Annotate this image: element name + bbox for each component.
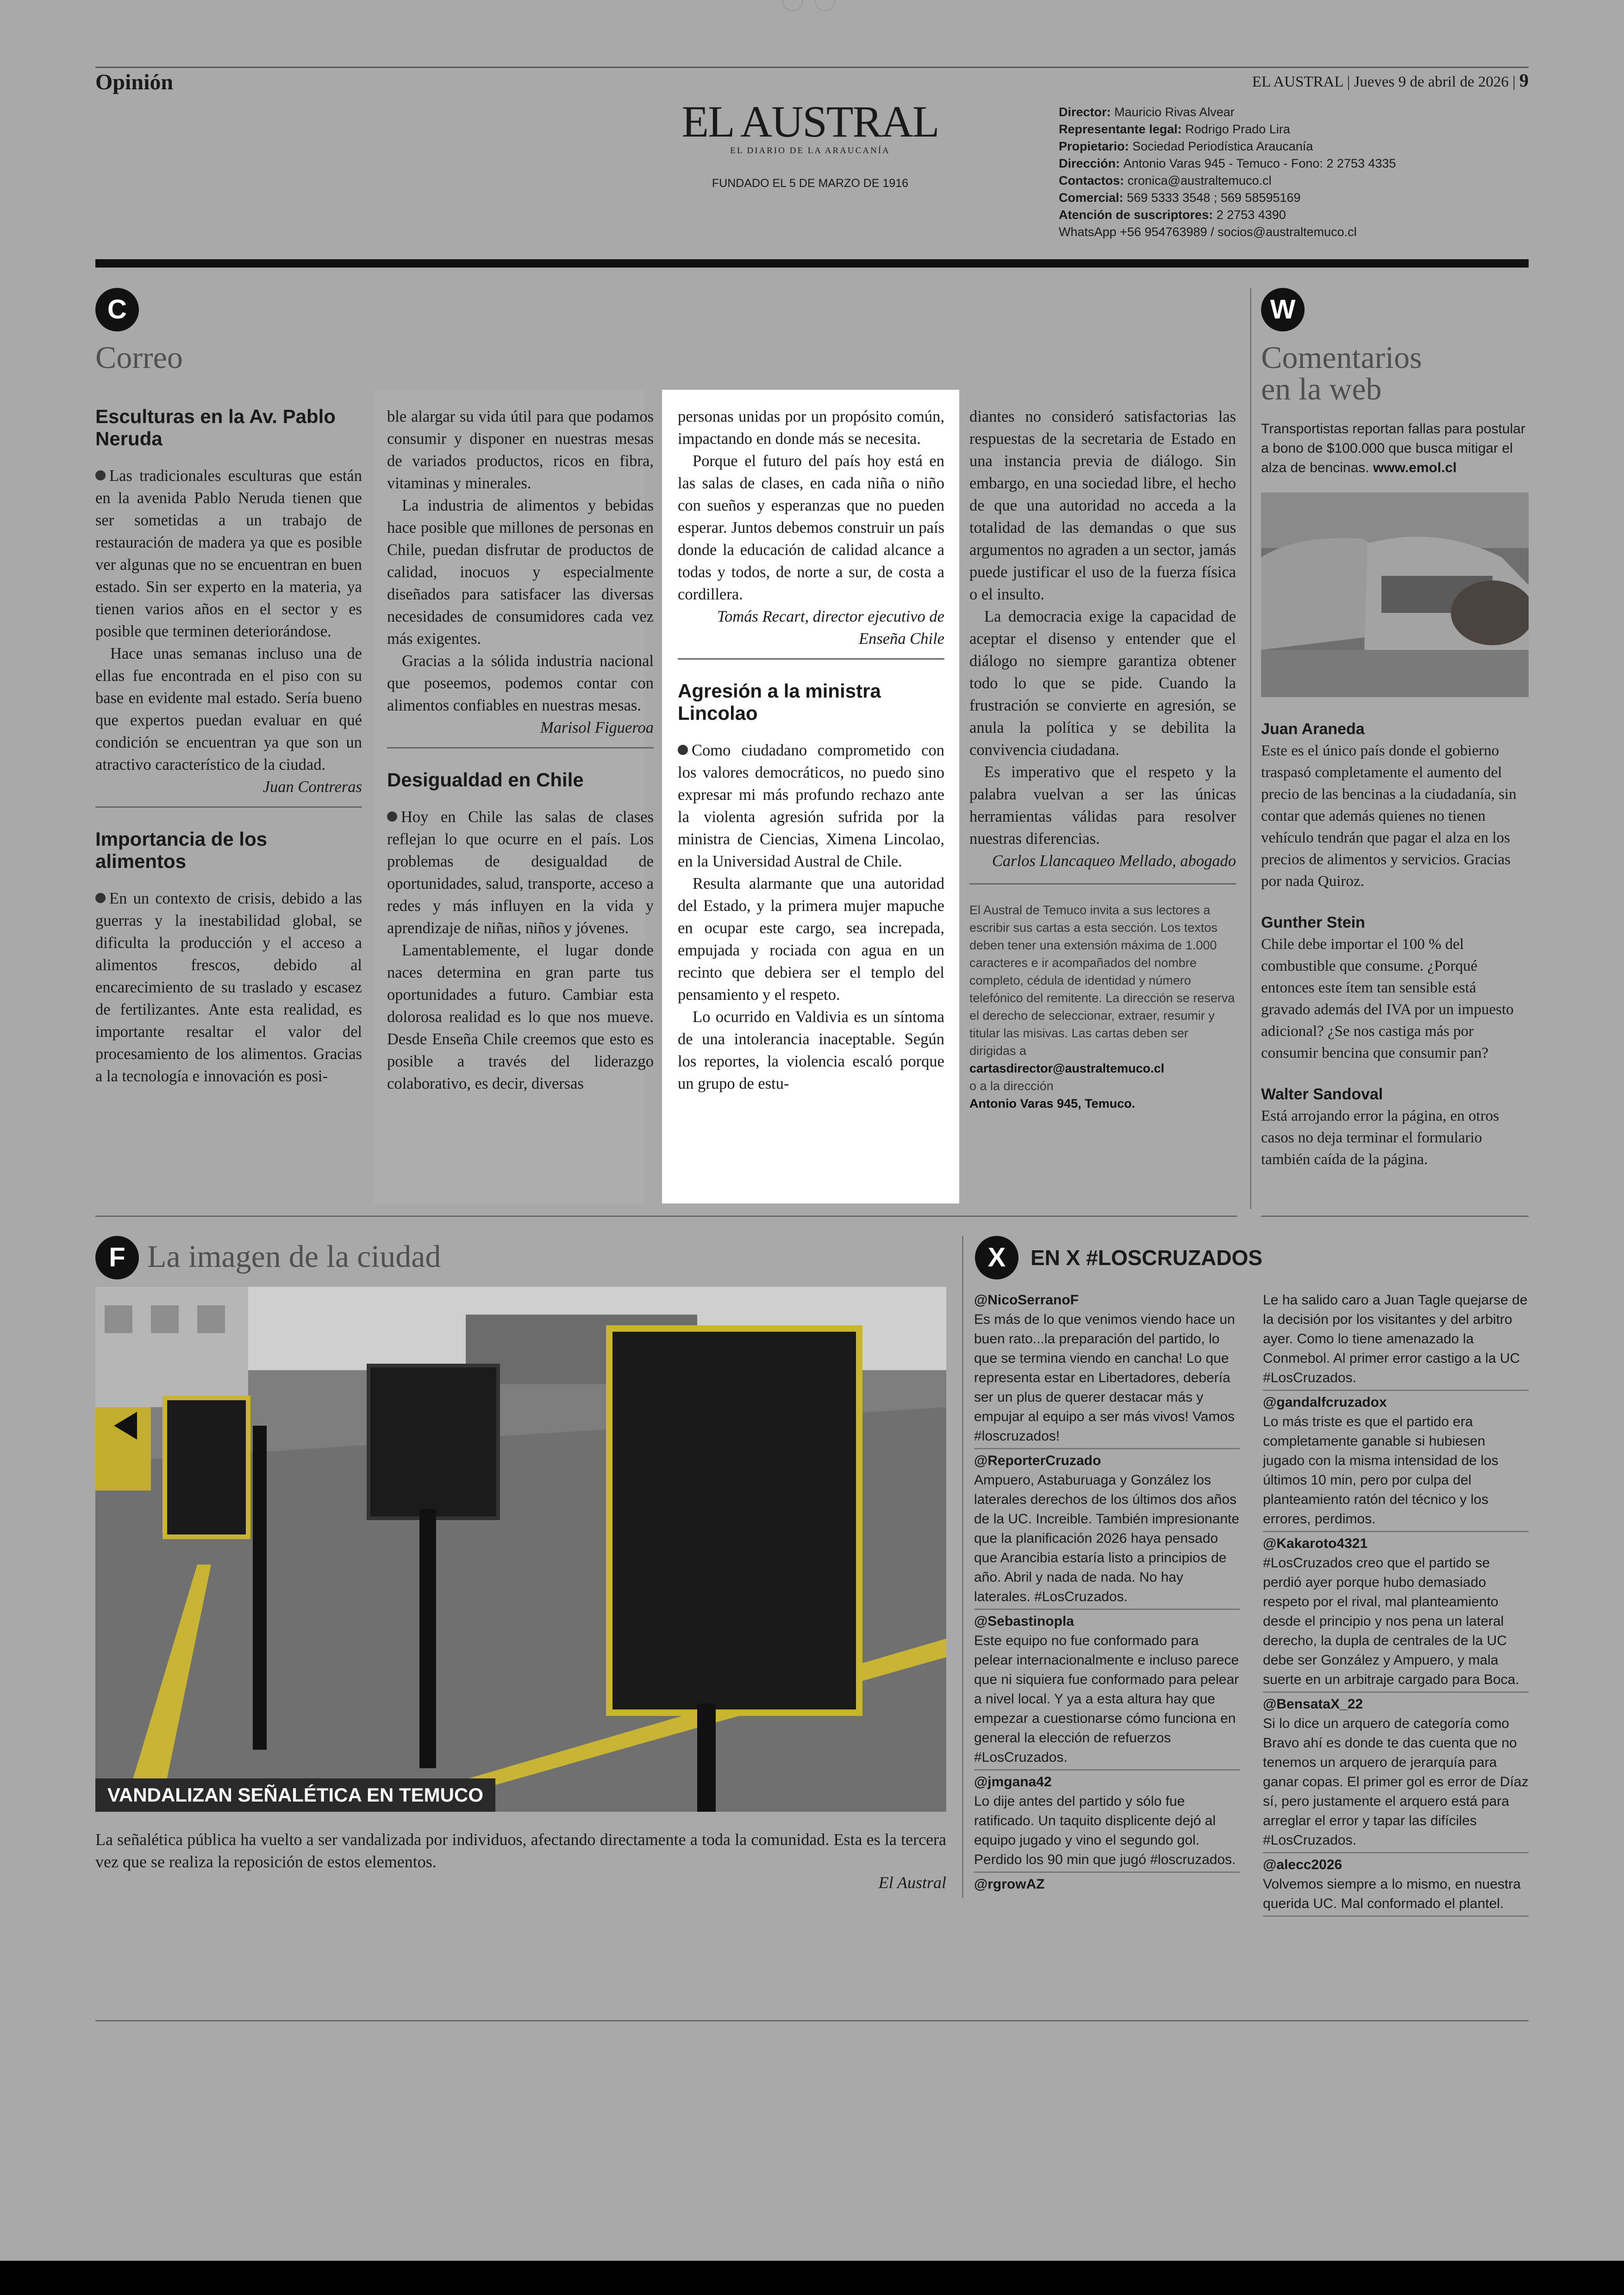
letter-paragraph: La democracia exige la capacidad de aceptar el disenso y entender que el diálogo no siempre garantiza obtener todo lo que se pide. Cuando la frustración se convierte en agresión, se anula la política y se debilita la convivencia ciudadana. [969, 608, 1236, 759]
x-post-text: Lo más triste es que el partido era completamente ganable si hubiesen jugado con la misma intensidad de los últimos 10 min, pero por culpa del planteamiento ratón del técnico y los errores, perdimos. [1263, 1414, 1499, 1527]
web-comment [1261, 1084, 1529, 1171]
letter-paragraph: ble alargar su vida útil para que podamos consumir y disponer en nuestras mesas de variados productos, ricos en fibra, vitaminas y minerales. [387, 408, 654, 492]
section-divider [95, 1216, 1237, 1217]
x-post-user[interactable]: @Sebastinopla [974, 1614, 1074, 1629]
letter-paragraph: Es imperativo que el respeto y la palabra vuelvan a ser las únicas herramientas válidas para resolver nuestras diferencias. [969, 763, 1236, 848]
letter-paragraph: La industria de alimentos y bebidas hace posible que millones de personas en Chile, puedan disfrutar de productos de calidad, inocuos y especialmente diseñados para satisfacer las diversas necesidades de consumidores cada vez más exigentes. [387, 497, 654, 648]
x-post [1263, 1393, 1529, 1532]
letters-col-4 [969, 405, 1236, 1112]
staff-line: WhatsApp +56 954763989 / socios@australtemuco.cl [1059, 225, 1357, 239]
section-divider [1261, 1216, 1529, 1217]
header-thick-rule [95, 259, 1529, 268]
photo-description: La señalética pública ha vuelto a ser vandalizada por individuos, afectando directamente a toda la comunidad. Esta es la tercera vez que se realiza la reposición de estos elementos. [95, 1830, 946, 1871]
correo-title: Correo [95, 340, 183, 375]
notice-email[interactable]: cartasdirector@australtemuco.cl [969, 1061, 1164, 1075]
web-comment-author: Gunther Stein [1261, 914, 1365, 931]
letter-paragraph: Las tradicionales esculturas que están en la avenida Pablo Neruda tienen que ser sometidas a un trabajo de restauración de madera ya que es posible ver algunas que no se encuentran en buen estado. Sin ser experto en la materia, ya tienen varios años en el sector y es posible que terminen deteriorándose. [95, 467, 362, 640]
bullet-icon [95, 470, 106, 480]
web-comment-text: Este es el único país donde el gobierno traspasó completamente el aumento del precio de las bencinas a la ciudadanía, sin contar que además quienes no tienen vehículo tendrán que pagar el alza en los precios de alimentos y servicios. Gracias por nada Quiroz. [1261, 742, 1517, 890]
x-post-user[interactable]: @NicoSerranoF [974, 1292, 1079, 1308]
letter-paragraph: Como ciudadano comprometido con los valores democráticos, no puedo sino expresar mi más profundo rechazo ante la violenta agresión sufrida por la ministra de Ciencias, Ximena Lincolao, en la Universidad Austral de Chile. [678, 742, 944, 870]
masthead-tagline: EL DIARIO DE LA ARAUCANÍA [730, 146, 890, 156]
letter-signature: Juan Contreras [262, 778, 362, 796]
x-post-text: Este equipo no fue conformado para pelear internacionalmente e incluso parece que ni siquiera fue conformado para pelear a nivel local. Y ya a esta altura hay que empezar a cuestionarse cómo funciona en general la elección de refuerzos #LosCruzados. [974, 1633, 1239, 1765]
x-post-text: Volvemos siempre a lo mismo, en nuestra querida UC. Mal conformado el plantel. [1263, 1877, 1521, 1911]
divider [387, 747, 654, 748]
letter-paragraph: Hace unas semanas incluso una de ellas fue encontrada en el piso con su base en evidente mal estado. Sería bueno que expertos puedan evaluar en qué condición se encuentran ya que son un atractivo característico de la ciudad. [95, 645, 362, 773]
page-info: EL AUSTRAL | Jueves 9 de abril de 2026 | 9 [1252, 70, 1529, 91]
x-post-text: Lo dije antes del partido y sólo fue ratificado. Un taquito displicente dejó al equipo jugado y vino el segundo gol. Perdido los 90 min que jugó #loscruzados. [974, 1794, 1236, 1867]
divider [95, 806, 362, 808]
x-column-rule [962, 1236, 963, 1898]
x-post [974, 1451, 1240, 1610]
staff-line: Director: Mauricio Rivas Alvear [1059, 105, 1235, 119]
letter-paragraph: En un contexto de crisis, debido a las guerras y la inestabilidad global, se dificulta la producción y el acceso a alimentos frescos, debido al encarecimiento de su traslado y escasez de fertilizantes. Ante esta realidad, es importante resaltar el valor del procesamiento de los alimentos. Gracias a la tecnología e innovación es posi- [95, 890, 362, 1085]
masthead [648, 97, 972, 190]
imagen-title: La imagen de la ciudad [147, 1239, 441, 1274]
photo-credit: El Austral [878, 1873, 946, 1892]
prev-page-icon[interactable] [782, 0, 803, 11]
letter-paragraph: Hoy en Chile las salas de clases reflejan lo que ocurre en el país. Los problemas de desigualdad de oportunidades, salud, transporte, acceso a redes y más influyen en la vida y aprendizaje de niñas, niños y jóvenes. [387, 808, 654, 937]
x-title: EN X #LOSCRUZADOS [1031, 1246, 1262, 1270]
web-badge: W [1261, 288, 1305, 331]
x-post [974, 1612, 1240, 1771]
x-posts-col-2 [1263, 1291, 1529, 1919]
divider [969, 883, 1236, 885]
staff-line: Contactos: cronica@australtemuco.cl [1059, 174, 1272, 187]
letter-paragraph: Lamentablemente, el lugar donde naces determina en gran parte tus oportunidades a futuro. Cambiar esta dolorosa realidad es lo que nos mueve. Desde Enseña Chile creemos que esto es posible a través del liderazgo colaborativo, es decir, diversas [387, 942, 654, 1092]
footer-rule [95, 2020, 1529, 2021]
x-post-user[interactable]: @jmgana42 [974, 1774, 1052, 1790]
x-post [974, 1291, 1240, 1449]
page-number: 9 [1519, 70, 1529, 91]
founded-date: FUNDADO EL 5 DE MARZO DE 1916 [712, 177, 909, 190]
letters-notice [969, 901, 1236, 1112]
web-comment [1261, 912, 1529, 1064]
x-post-text: Si lo dice un arquero de categoría como Bravo ahí es donde te das cuenta que no tenemos un arquero de jerarquía para ganar copas. El primer gol es error de Díaz sí, pero justamente el arquero está para arreglar el error y tapar las difíciles #LosCruzados. [1263, 1716, 1529, 1848]
top-thin-rule [95, 67, 1529, 68]
x-post-user[interactable]: @gandalfcruzadox [1263, 1395, 1387, 1410]
x-post [1263, 1855, 1529, 1917]
web-comment-author: Juan Araneda [1261, 720, 1365, 738]
x-post-text: Es más de lo que venimos viendo hace un buen rato...la preparación del partido, lo que se termina viendo en cancha! Lo que representa estar en Libertadores, debería ser un plus de querer destacar más y empujar al equipo a ser más vivos! Vamos #loscruzados! [974, 1312, 1235, 1444]
web-title: Comentarios en la web [1261, 340, 1422, 406]
x-post-user[interactable]: @rgrowAZ [974, 1877, 1045, 1892]
letters-col-1 [95, 405, 362, 1087]
web-column-rule [1250, 288, 1251, 1209]
bullet-icon [387, 811, 397, 822]
bullet-icon [95, 893, 106, 903]
web-comment-text: Está arrojando error la página, en otros casos no deja terminar el formulario también caída de la página. [1261, 1108, 1499, 1168]
x-post [974, 1772, 1240, 1873]
letter-signature: Marisol Figueroa [540, 719, 654, 736]
bullet-icon [678, 745, 688, 755]
web-lead-link[interactable]: www.emol.cl [1373, 460, 1457, 475]
letters-col-2 [387, 405, 654, 1095]
staff-box [1059, 104, 1522, 241]
letter-headline: Agresión a la ministra Lincolao [678, 680, 881, 724]
x-post-text: #LosCruzados creo que el partido se perdió ayer porque hubo demasiado respeto por el rival, mal planteamiento desde el principio y nos pena un lateral derecho, la dupla de centrales de la UC debe ser González y Ampuero, y mala suerte en un arbitraje cargado para Boca. [1263, 1555, 1519, 1687]
x-badge: X [975, 1236, 1018, 1279]
letter-paragraph: Resulta alarmante que una autoridad del Estado, y la primera mujer mapuche en ocupar este cargo, sea increpada, empujada y rociada con agua en un recinto que debiera ser el templo del pensamiento y el respeto. [678, 875, 944, 1004]
letter-signature: Tomás Recart, director ejecutivo de Enseña Chile [717, 608, 944, 648]
photo-caption-tag: VANDALIZAN SEÑALÉTICA EN TEMUCO [95, 1778, 495, 1812]
city-photo [95, 1287, 946, 1812]
x-post-user[interactable]: @alecc2026 [1263, 1857, 1343, 1872]
bottom-bar [0, 2261, 1624, 2295]
x-post [974, 1875, 1240, 1896]
divider [678, 658, 944, 660]
x-post-text: Le ha salido caro a Juan Tagle quejarse de la decisión por los visitantes y del arbitro ayer. Como lo tiene amenazado la Conmebol. Al primer error castigo a la UC #LosCruzados. [1263, 1291, 1529, 1391]
letter-signature: Carlos Llancaqueo Mellado, abogado [992, 852, 1236, 870]
letter-paragraph: Gracias a la sólida industria nacional que poseemos, podemos contar con alimentos confiables en nuestras mesas. [387, 652, 654, 714]
letter-paragraph: personas unidas por un propósito común, impactando en donde más se necesita. [678, 408, 944, 448]
paper-name: EL AUSTRAL [1252, 74, 1343, 90]
page-nav [782, 0, 843, 14]
taxi-photo [1261, 493, 1529, 697]
web-comment-text: Chile debe importar el 100 % del combustible que consume. ¿Porqué entonces este ítem tan sensible está gravado además del IVA por un impuesto adicional? ¿Se nos castiga más por consumir bencina que consumir pan? [1261, 936, 1514, 1061]
x-post-user[interactable]: @Kakaroto4321 [1263, 1536, 1368, 1551]
letter-paragraph: Porque el futuro del país hoy está en las salas de clases, en cada niña o niño con sueños y esperanzas que no pueden esperar. Juntos debemos construir un país donde la educación de calidad alcance a todas y todos, de norte a sur, de costa a cordillera. [678, 452, 944, 603]
imagen-badge: F [95, 1236, 139, 1279]
notice-address: Antonio Varas 945, Temuco. [969, 1097, 1136, 1110]
masthead-logo: EL AUSTRAL [681, 97, 939, 146]
letter-paragraph: diantes no consideró satisfactorias las respuestas de la secretaria de Estado en una instancia previa de diálogo. Sin embargo, en una sociedad libre, el hecho de que una autoridad no acceda a la totalidad de las demandas o que sus argumentos no agraden a un sector, jamás puede justificar el uso de la fuerza física o el insulto. [969, 408, 1236, 603]
x-post-text: Ampuero, Astaburuaga y González los laterales derechos de los últimos dos años de la UC. Increible. También impresionante que la planificación 2026 haya pensado que Arancibia estaría listo a principios de año. Abril y nada de nada. No hay laterales. #LosCruzados. [974, 1472, 1240, 1604]
staff-line: Dirección: Antonio Varas 945 - Temuco - Fono: 2 2753 4335 [1059, 156, 1396, 170]
web-comments [1261, 718, 1529, 1190]
web-lead: Transportistas reportan fallas para postular a bono de $100.000 que busca mitigar el alza de bencinas. www.emol.cl [1261, 421, 1525, 475]
web-comment [1261, 718, 1529, 892]
x-post [1263, 1534, 1529, 1693]
letter-paragraph: Lo ocurrido en Valdivia es un síntoma de una intolerancia inaceptable. Según los reportes, la violencia escaló porque un grupo de estu- [678, 1008, 944, 1092]
notice-or: o a la dirección [969, 1079, 1054, 1093]
letter-headline: Importancia de los alimentos [95, 828, 268, 872]
staff-line: Propietario: Sociedad Periodística Araucanía [1059, 139, 1313, 153]
x-post-user[interactable]: @BensataX_22 [1263, 1696, 1363, 1712]
staff-line: Comercial: 569 5333 3548 ; 569 58595169 [1059, 191, 1301, 205]
staff-line: Representante legal: Rodrigo Prado Lira [1059, 122, 1290, 136]
issue-date: Jueves 9 de abril de 2026 [1354, 74, 1509, 90]
correo-badge: C [95, 288, 139, 331]
letters-col-3 [678, 405, 944, 1095]
web-comment-author: Walter Sandoval [1261, 1085, 1383, 1103]
letter-headline: Desigualdad en Chile [387, 769, 584, 791]
x-post [1263, 1695, 1529, 1853]
notice-text: El Austral de Temuco invita a sus lectores a escribir sus cartas a esta sección. Los textos deben tener una extensión máxima de 1.000 caracteres e ir acompañados del nombre completo, cédula de identidad y número telefónico del remitente. La dirección se reserva el derecho de seleccionar, extraer, resumir y titular las misivas. Las cartas deben ser dirigidas a [969, 903, 1235, 1058]
section-name: Opinión [95, 70, 174, 94]
x-post-user[interactable]: @ReporterCruzado [974, 1453, 1101, 1468]
x-posts-col-1 [974, 1291, 1240, 1898]
staff-line: Atención de suscriptores: 2 2753 4390 [1059, 208, 1286, 222]
letter-headline: Esculturas en la Av. Pablo Neruda [95, 405, 336, 449]
next-page-icon[interactable] [815, 0, 835, 11]
